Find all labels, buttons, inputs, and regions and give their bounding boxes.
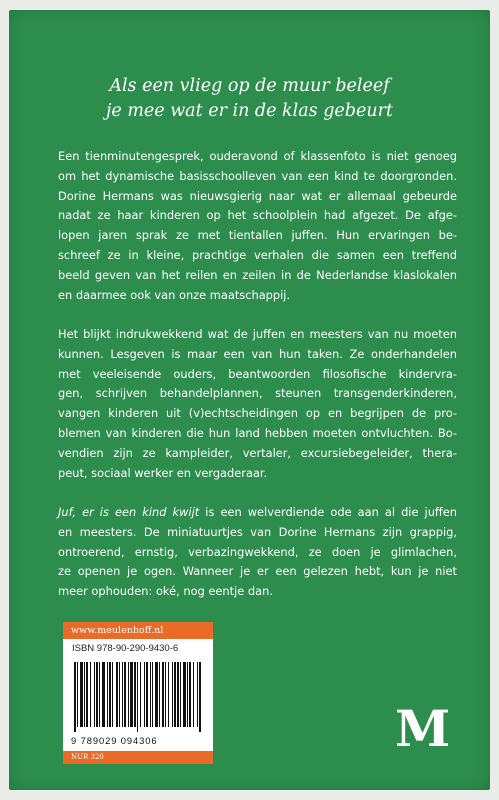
barcode-image (72, 662, 204, 732)
tagline (9, 74, 490, 124)
text-line: lopen jaren sprak ze met tientallen juffen. Hun ervaringen be- (58, 228, 457, 243)
text-line: peut, sociaal werker en vergaderaar. (58, 465, 268, 480)
text-line: kunnen. Lesgeven is maar een van hun taken. Ze onderhandelen (58, 346, 457, 361)
text-line: Dorine Hermans was nieuwsgierig naar wat er allemaal gebeurde (58, 188, 457, 203)
publisher-url: www.meulenhoff.nl (63, 622, 213, 639)
paragraph-1 (58, 147, 457, 305)
barcode-bars (72, 662, 204, 732)
text-line: gen, schrijven behandelplannen, steunen transgenderkinderen, (58, 386, 457, 401)
text-line: met veeleisende ouders, beantwoorden filosofische kindervra- (58, 366, 457, 381)
text-line: beeld geven van het reilen en zeilen in de Nederlandse klaslokalen (58, 267, 457, 282)
tagline-line-1: Als een vlieg op de muur beleef (109, 76, 390, 96)
text-line-rest: is een welverdiende ode aan al die juffen (199, 504, 457, 519)
text-line: blemen van kinderen die hun land hebben moeten ontvluchten. Bo- (58, 425, 457, 440)
text-line: ze openen je ogen. Wanneer je er een gelezen hebt, kun je niet (58, 564, 457, 579)
paragraph-2 (58, 325, 457, 483)
text-line: meer ophouden: oké, nog eentje dan. (58, 584, 273, 599)
book-title-italic: Juf, er is een kind kwijt (58, 504, 200, 519)
blurb-text (58, 147, 457, 622)
paragraph-3 (58, 503, 457, 602)
tagline-line-2: je mee wat er in de klas gebeurt (105, 101, 394, 121)
text-line: en daarmee ook van onze maatschappij. (58, 287, 291, 302)
text-line: vangen kinderen uit (v)echtscheidingen op en begrijpen de pro- (58, 406, 457, 421)
text-line: schreef ze in kleine, prachtige verhalen die samen een treffend (58, 247, 457, 262)
publisher-logo: M (395, 699, 451, 758)
text-line: Een tienminutengesprek, ouderavond of klassenfoto is niet genoeg (58, 149, 457, 163)
barcode-digits: 9 789029 094306 (71, 735, 158, 746)
text-line: vendien zijn ze kampleider, vertaler, excursiebegeleider, thera- (58, 445, 457, 460)
text-line (58, 503, 457, 523)
text-line: Het blijkt indrukwekkend wat de juffen en meesters van nu moeten (58, 326, 457, 341)
text-line: en meesters. De miniatuurtjes van Dorine Hermans zijn grappig, (58, 524, 457, 539)
barcode-block (63, 622, 213, 764)
nur-code: NUR 320 (63, 751, 213, 764)
text-line: ontroerend, ernstig, verbazingwekkend, ze doen je glimlachen, (58, 544, 457, 559)
text-line: nadat ze haar kinderen op het schoolplein had afgezet. De afge- (58, 208, 457, 223)
text-line: om het dynamische basisschoolleven van een kind te doorgronden. (58, 168, 457, 183)
isbn-number: ISBN 978-90-290-9430-6 (72, 643, 179, 654)
